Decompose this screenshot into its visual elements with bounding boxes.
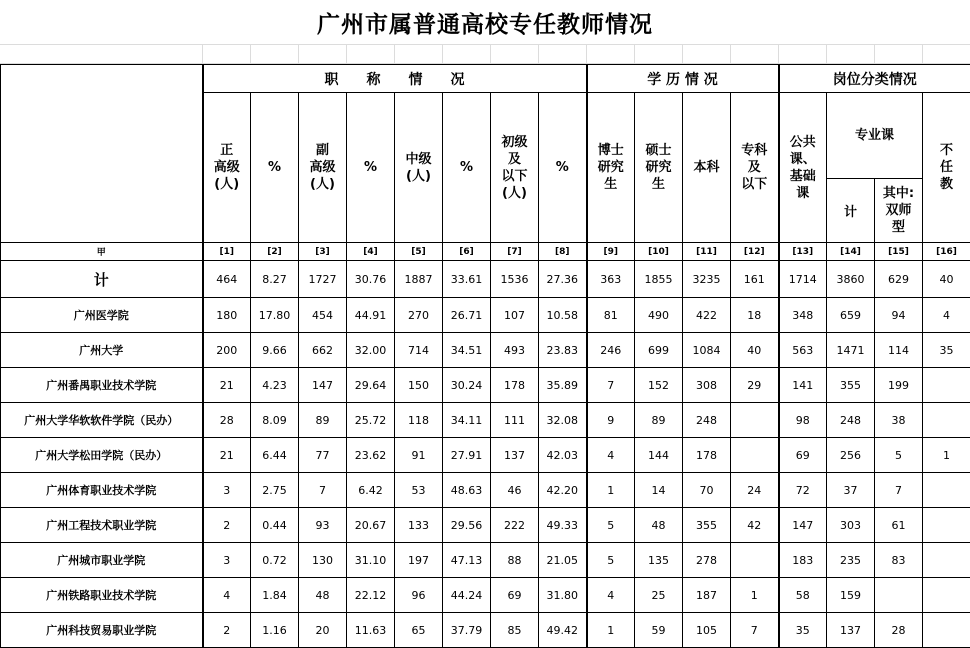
data-cell: 25.72	[347, 403, 395, 438]
data-cell: 1	[923, 438, 970, 473]
col-header-label: 其中: 双师 型	[883, 186, 914, 235]
data-cell: 29	[731, 368, 779, 403]
data-cell	[923, 613, 970, 648]
data-cell: 714	[395, 333, 443, 368]
data-cell: 4	[923, 298, 970, 333]
column-index-cell: [11]	[683, 243, 731, 261]
data-cell: 25	[635, 578, 683, 613]
teacher-stats-table	[0, 64, 970, 648]
col-header-label: 初级 及 以下 (人)	[501, 135, 527, 201]
col-header-phd	[587, 93, 635, 243]
data-cell: 454	[299, 298, 347, 333]
data-cell: 1084	[683, 333, 731, 368]
column-index-cell: 甲	[1, 243, 203, 261]
column-index-row	[1, 243, 970, 261]
data-cell: 22.12	[347, 578, 395, 613]
gridline	[298, 45, 299, 63]
gridline	[634, 45, 635, 63]
col-header-label: 硕士 研究 生	[645, 143, 671, 192]
data-cell: 9.66	[251, 333, 299, 368]
data-cell: 1	[587, 613, 635, 648]
total-cell: 3860	[827, 261, 875, 298]
data-cell: 1.16	[251, 613, 299, 648]
data-cell	[923, 508, 970, 543]
data-cell: 2.75	[251, 473, 299, 508]
column-index-cell: [16]	[923, 243, 970, 261]
data-cell: 32.00	[347, 333, 395, 368]
data-cell	[923, 578, 970, 613]
gridline	[442, 45, 443, 63]
col-header-label: 公共 课、 基础 课	[790, 135, 816, 201]
col-header-dual-teacher	[875, 179, 923, 243]
data-cell: 47.13	[443, 543, 491, 578]
page-title: 广州市属普通高校专任教师情况	[0, 0, 970, 44]
data-cell: 29.56	[443, 508, 491, 543]
total-cell: 1727	[299, 261, 347, 298]
total-cell: 40	[923, 261, 970, 298]
data-cell: 35	[779, 613, 827, 648]
total-cell: 3235	[683, 261, 731, 298]
data-cell: 31.80	[539, 578, 587, 613]
data-cell: 150	[395, 368, 443, 403]
data-cell: 72	[779, 473, 827, 508]
col-header-label: 中级 (人)	[405, 152, 431, 184]
total-cell: 1714	[779, 261, 827, 298]
column-index-cell: [1]	[203, 243, 251, 261]
col-header-label: 正 高级 (人)	[214, 143, 240, 192]
data-cell: 53	[395, 473, 443, 508]
data-cell	[875, 578, 923, 613]
data-cell: 278	[683, 543, 731, 578]
column-index-cell: [3]	[299, 243, 347, 261]
total-cell: 30.76	[347, 261, 395, 298]
column-index-cell: [13]	[779, 243, 827, 261]
data-cell: 7	[587, 368, 635, 403]
data-cell	[923, 473, 970, 508]
data-cell: 61	[875, 508, 923, 543]
table-row	[1, 613, 970, 648]
data-cell: 152	[635, 368, 683, 403]
col-header-master	[635, 93, 683, 243]
data-cell: 5	[875, 438, 923, 473]
gridline	[874, 45, 875, 63]
data-cell: 21	[203, 368, 251, 403]
column-index-cell: [15]	[875, 243, 923, 261]
data-cell: 29.64	[347, 368, 395, 403]
col-header-college	[731, 93, 779, 243]
data-cell: 659	[827, 298, 875, 333]
data-cell: 4	[203, 578, 251, 613]
data-cell: 14	[635, 473, 683, 508]
data-cell: 137	[491, 438, 539, 473]
column-index-cell: [7]	[491, 243, 539, 261]
data-cell: 248	[683, 403, 731, 438]
col-header-specialty: 专业课	[827, 93, 923, 179]
total-row	[1, 261, 970, 298]
total-cell: 464	[203, 261, 251, 298]
data-cell: 355	[827, 368, 875, 403]
col-header-junior	[491, 93, 539, 243]
gridline	[202, 45, 203, 63]
data-cell: 69	[779, 438, 827, 473]
data-cell: 44.91	[347, 298, 395, 333]
group-header-position: 岗位分类情况	[779, 65, 970, 93]
data-cell: 28	[203, 403, 251, 438]
gridline	[826, 45, 827, 63]
col-header-intermediate	[395, 93, 443, 243]
data-cell: 105	[683, 613, 731, 648]
data-cell: 235	[827, 543, 875, 578]
data-cell: 180	[203, 298, 251, 333]
data-cell: 42.03	[539, 438, 587, 473]
table-row	[1, 368, 970, 403]
data-cell: 256	[827, 438, 875, 473]
total-cell: 363	[587, 261, 635, 298]
data-cell: 147	[299, 368, 347, 403]
data-cell: 3	[203, 473, 251, 508]
data-cell: 65	[395, 613, 443, 648]
col-header-public-course	[779, 93, 827, 243]
data-cell: 38	[875, 403, 923, 438]
data-cell: 699	[635, 333, 683, 368]
data-cell: 6.42	[347, 473, 395, 508]
data-cell: 59	[635, 613, 683, 648]
data-cell: 49.33	[539, 508, 587, 543]
data-cell: 91	[395, 438, 443, 473]
school-name: 广州医学院	[1, 298, 203, 333]
data-cell: 1	[587, 473, 635, 508]
col-header-pct: %	[347, 93, 395, 243]
data-cell: 48	[299, 578, 347, 613]
data-cell: 348	[779, 298, 827, 333]
data-cell: 4.23	[251, 368, 299, 403]
data-cell: 493	[491, 333, 539, 368]
data-cell: 48	[635, 508, 683, 543]
data-cell: 422	[683, 298, 731, 333]
data-cell: 1	[731, 578, 779, 613]
total-cell: 33.61	[443, 261, 491, 298]
data-cell: 4	[587, 578, 635, 613]
data-cell: 35	[923, 333, 970, 368]
data-cell: 118	[395, 403, 443, 438]
col-header-pct: %	[251, 93, 299, 243]
data-cell: 144	[635, 438, 683, 473]
data-cell: 111	[491, 403, 539, 438]
data-cell: 6.44	[251, 438, 299, 473]
data-cell: 183	[779, 543, 827, 578]
data-cell: 85	[491, 613, 539, 648]
data-cell: 303	[827, 508, 875, 543]
data-cell: 2	[203, 613, 251, 648]
data-cell: 94	[875, 298, 923, 333]
data-cell: 23.62	[347, 438, 395, 473]
data-cell: 135	[635, 543, 683, 578]
data-cell	[731, 403, 779, 438]
gridline	[922, 45, 923, 63]
data-cell: 137	[827, 613, 875, 648]
col-header-vice-senior	[299, 93, 347, 243]
col-header-pct: %	[443, 93, 491, 243]
column-index-cell: [9]	[587, 243, 635, 261]
column-index-cell: [5]	[395, 243, 443, 261]
gridline	[394, 45, 395, 63]
total-label: 计	[1, 261, 203, 298]
table-row	[1, 473, 970, 508]
data-cell: 10.58	[539, 298, 587, 333]
data-cell: 32.08	[539, 403, 587, 438]
group-header-education: 学 历 情 况	[587, 65, 779, 93]
data-cell: 30.24	[443, 368, 491, 403]
data-cell: 23.83	[539, 333, 587, 368]
table-row	[1, 403, 970, 438]
school-name: 广州铁路职业技术学院	[1, 578, 203, 613]
data-cell: 222	[491, 508, 539, 543]
data-cell: 2	[203, 508, 251, 543]
data-cell: 246	[587, 333, 635, 368]
data-cell: 21	[203, 438, 251, 473]
data-cell: 9	[587, 403, 635, 438]
data-cell: 7	[731, 613, 779, 648]
data-cell: 159	[827, 578, 875, 613]
data-cell: 147	[779, 508, 827, 543]
data-cell: 130	[299, 543, 347, 578]
gridline	[730, 45, 731, 63]
column-index-cell: [14]	[827, 243, 875, 261]
data-cell: 31.10	[347, 543, 395, 578]
total-cell: 27.36	[539, 261, 587, 298]
school-name: 广州工程技术职业学院	[1, 508, 203, 543]
total-cell: 1536	[491, 261, 539, 298]
data-cell: 93	[299, 508, 347, 543]
data-cell: 58	[779, 578, 827, 613]
data-cell: 27.91	[443, 438, 491, 473]
data-cell: 5	[587, 508, 635, 543]
data-cell: 42	[731, 508, 779, 543]
data-cell: 46	[491, 473, 539, 508]
col-header-pct: %	[539, 93, 587, 243]
data-cell: 70	[683, 473, 731, 508]
col-header-bachelor: 本科	[683, 93, 731, 243]
data-cell: 490	[635, 298, 683, 333]
col-header-not-teaching	[923, 93, 970, 243]
data-cell: 83	[875, 543, 923, 578]
column-index-cell: [8]	[539, 243, 587, 261]
column-index-cell: [12]	[731, 243, 779, 261]
gridline	[346, 45, 347, 63]
spreadsheet-grid-band	[0, 44, 970, 64]
data-cell: 81	[587, 298, 635, 333]
data-cell: 98	[779, 403, 827, 438]
gridline	[778, 45, 779, 63]
table-row	[1, 438, 970, 473]
data-cell	[923, 543, 970, 578]
data-cell: 662	[299, 333, 347, 368]
data-cell: 1.84	[251, 578, 299, 613]
school-name: 广州城市职业学院	[1, 543, 203, 578]
total-cell: 161	[731, 261, 779, 298]
data-cell: 107	[491, 298, 539, 333]
data-cell: 77	[299, 438, 347, 473]
group-header-title: 职 称 情 况	[203, 65, 587, 93]
school-name: 广州大学松田学院（民办）	[1, 438, 203, 473]
data-cell: 34.51	[443, 333, 491, 368]
column-index-cell: [4]	[347, 243, 395, 261]
data-cell: 8.09	[251, 403, 299, 438]
table-row	[1, 543, 970, 578]
data-cell: 114	[875, 333, 923, 368]
col-header-label: 副 高级 (人)	[309, 143, 335, 192]
data-cell: 0.72	[251, 543, 299, 578]
column-index-cell: [10]	[635, 243, 683, 261]
data-cell: 11.63	[347, 613, 395, 648]
table-row	[1, 508, 970, 543]
data-cell: 44.24	[443, 578, 491, 613]
data-cell: 178	[491, 368, 539, 403]
data-cell: 40	[731, 333, 779, 368]
data-cell: 200	[203, 333, 251, 368]
data-cell: 187	[683, 578, 731, 613]
school-name: 广州科技贸易职业学院	[1, 613, 203, 648]
table-row	[1, 333, 970, 368]
data-cell: 20	[299, 613, 347, 648]
data-cell: 199	[875, 368, 923, 403]
data-cell: 133	[395, 508, 443, 543]
data-cell: 42.20	[539, 473, 587, 508]
data-cell: 197	[395, 543, 443, 578]
data-cell: 178	[683, 438, 731, 473]
col-header-label: 专科 及 以下	[741, 143, 767, 192]
school-name: 广州大学华软软件学院（民办）	[1, 403, 203, 438]
total-cell: 1887	[395, 261, 443, 298]
data-cell: 49.42	[539, 613, 587, 648]
data-cell: 141	[779, 368, 827, 403]
data-cell: 1471	[827, 333, 875, 368]
school-name: 广州体育职业技术学院	[1, 473, 203, 508]
table-row	[1, 578, 970, 613]
data-cell: 270	[395, 298, 443, 333]
school-name: 广州番禺职业技术学院	[1, 368, 203, 403]
data-cell: 17.80	[251, 298, 299, 333]
data-cell	[731, 543, 779, 578]
data-cell: 308	[683, 368, 731, 403]
col-header-senior	[203, 93, 251, 243]
data-cell: 20.67	[347, 508, 395, 543]
total-cell: 1855	[635, 261, 683, 298]
data-cell: 37.79	[443, 613, 491, 648]
col-header-total: 计	[827, 179, 875, 243]
data-cell: 96	[395, 578, 443, 613]
column-index-cell: [2]	[251, 243, 299, 261]
data-cell: 248	[827, 403, 875, 438]
gridline	[490, 45, 491, 63]
data-cell: 4	[587, 438, 635, 473]
school-name: 广州大学	[1, 333, 203, 368]
data-cell: 88	[491, 543, 539, 578]
gridline	[538, 45, 539, 63]
data-cell: 69	[491, 578, 539, 613]
data-cell	[731, 438, 779, 473]
data-cell: 7	[875, 473, 923, 508]
data-cell: 48.63	[443, 473, 491, 508]
col-header-label: 博士 研究 生	[598, 143, 624, 192]
data-cell: 563	[779, 333, 827, 368]
total-cell: 629	[875, 261, 923, 298]
table-row	[1, 298, 970, 333]
gridline	[586, 45, 587, 63]
data-cell	[923, 368, 970, 403]
data-cell: 0.44	[251, 508, 299, 543]
data-cell: 89	[635, 403, 683, 438]
gridline	[250, 45, 251, 63]
data-cell: 34.11	[443, 403, 491, 438]
data-cell: 28	[875, 613, 923, 648]
data-cell: 5	[587, 543, 635, 578]
row-label-header-blank	[1, 65, 203, 243]
data-cell: 26.71	[443, 298, 491, 333]
col-header-label: 不 任 教	[940, 143, 953, 192]
data-cell: 7	[299, 473, 347, 508]
data-cell: 35.89	[539, 368, 587, 403]
data-cell: 89	[299, 403, 347, 438]
data-cell: 21.05	[539, 543, 587, 578]
data-cell: 355	[683, 508, 731, 543]
data-cell: 18	[731, 298, 779, 333]
total-cell: 8.27	[251, 261, 299, 298]
column-index-cell: [6]	[443, 243, 491, 261]
gridline	[682, 45, 683, 63]
data-cell	[923, 403, 970, 438]
data-cell: 3	[203, 543, 251, 578]
data-cell: 37	[827, 473, 875, 508]
data-cell: 24	[731, 473, 779, 508]
